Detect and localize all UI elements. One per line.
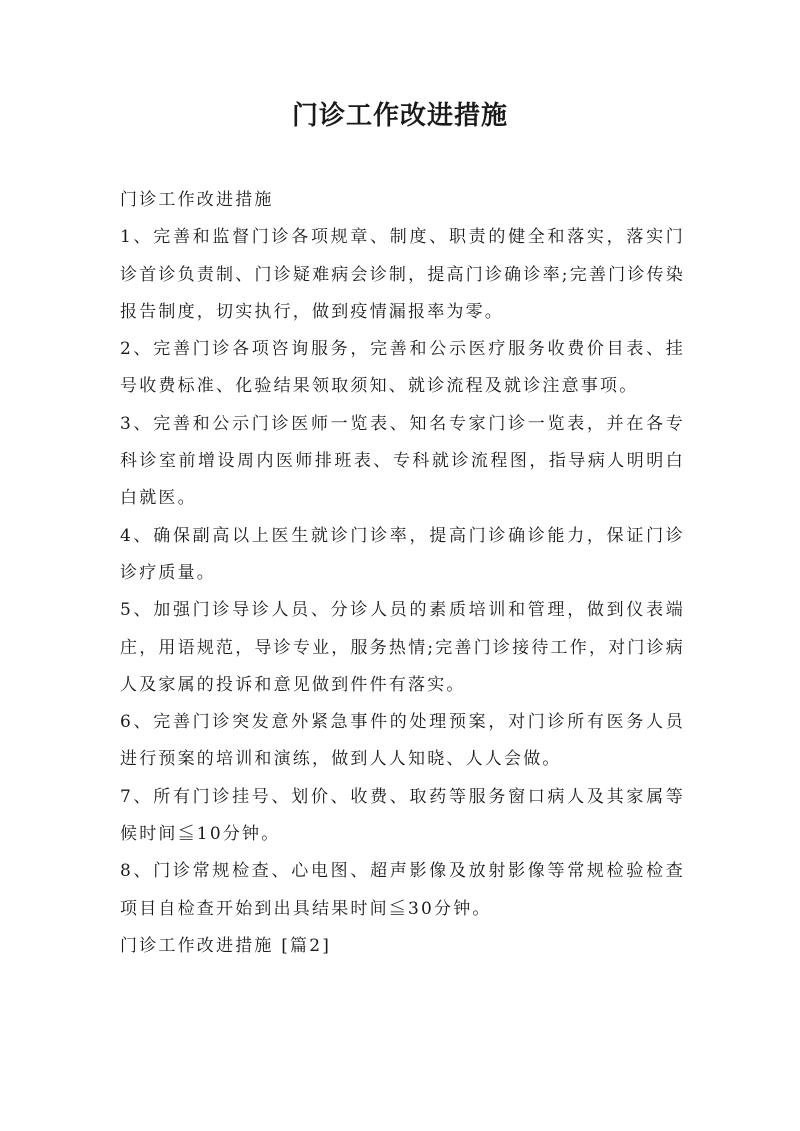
document-body	[120, 182, 685, 965]
paragraph-item-7: 7、所有门诊挂号、划价、收费、取药等服务窗口病人及其家属等候时间≦10分钟。	[120, 786, 685, 845]
paragraph-item-8: 8、门诊常规检查、心电图、超声影像及放射影像等常规检验检查项目自检查开始到出具结果时间≦30分钟。	[120, 861, 685, 919]
document-title: 门诊工作改进措施	[291, 101, 508, 131]
section-heading: 门诊工作改进措施	[120, 190, 274, 210]
paragraph-item-4: 4、确保副高以上医生就诊门诊率，提高门诊确诊能力，保证门诊诊疗质量。	[120, 525, 685, 583]
paragraph-item-1: 1、完善和监督门诊各项规章、制度、职责的健全和落实，落实门诊首诊负责制、门诊疑难病会诊制，提高门诊确诊率;完善门诊传染报告制度，切实执行，做到疫情漏报率为零。	[120, 227, 685, 322]
paragraph-item-5: 5、加强门诊导诊人员、分诊人员的素质培训和管理，做到仪表端庄，用语规范，导诊专业，服务热情;完善门诊接待工作，对门诊病人及家属的投诉和意见做到件件有落实。	[120, 600, 685, 695]
paragraph-item-6: 6、完善门诊突发意外紧急事件的处理预案，对门诊所有医务人员进行预案的培训和演练，做到人人知晓、人人会做。	[120, 712, 685, 770]
paragraph-item-3: 3、完善和公示门诊医师一览表、知名专家门诊一览表，并在各专科诊室前增设周内医师排班表、专科就诊流程图，指导病人明明白白就医。	[120, 413, 685, 509]
paragraph-item-2: 2、完善门诊各项咨询服务，完善和公示医疗服务收费价目表、挂号收费标准、化验结果领取须知、就诊流程及就诊注意事项。	[120, 339, 685, 397]
section-heading-2: 门诊工作改进措施 [篇2]	[120, 935, 332, 956]
